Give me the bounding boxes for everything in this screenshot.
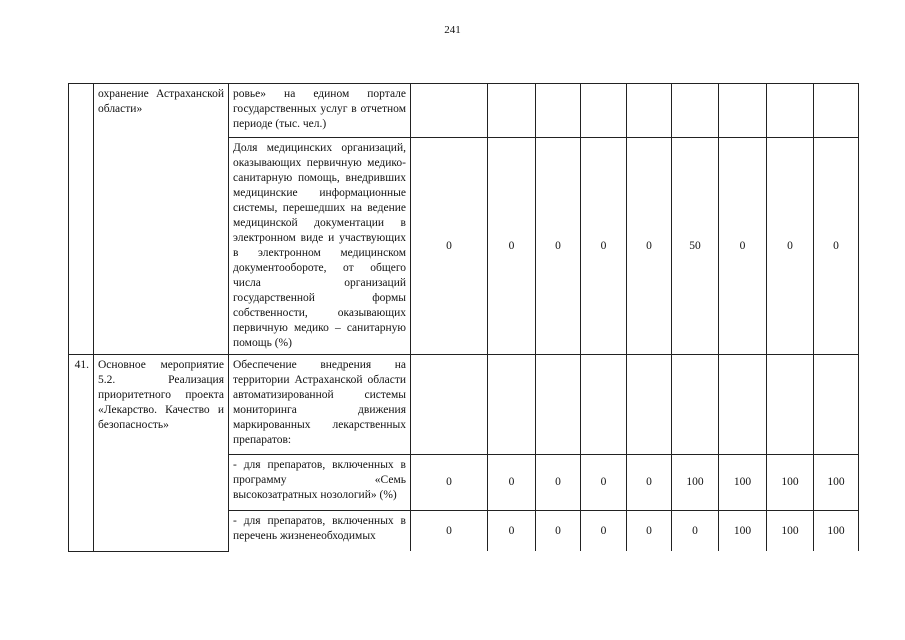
value-cell (411, 84, 488, 138)
value-cell (767, 84, 814, 138)
value-cell: 100 (767, 511, 814, 552)
indicator-cell: Обеспечение внедрения на территории Астраханской области автоматизированной системы мониторинга движения маркированных лекарственных препаратов: (229, 355, 411, 455)
value-cell: 100 (767, 455, 814, 511)
value-cell: 0 (536, 511, 581, 552)
value-cell (814, 84, 859, 138)
value-cell: 0 (581, 455, 627, 511)
event-cell: охранение Астраханской области» (94, 84, 229, 355)
indicator-cell: Доля медицинских организаций, оказывающих первичную медико-санитарную помощь, внедривших медицинские информационные системы, перешедших на ведение медицинской документации в электронном виде и участвующих в электронном медицинском документообороте, от общего числа организаций государственной формы собственности, оказывающих первичную медико – санитарную помощь (%) (229, 138, 411, 355)
value-cell (488, 355, 536, 455)
value-cell: 0 (627, 138, 672, 355)
value-cell (767, 355, 814, 455)
value-cell: 0 (581, 511, 627, 552)
indicator-table (68, 83, 859, 552)
value-cell: 0 (581, 138, 627, 355)
value-cell (581, 84, 627, 138)
value-cell: 100 (672, 455, 719, 511)
table-row (69, 84, 859, 138)
value-cell: 100 (719, 455, 767, 511)
value-cell (627, 355, 672, 455)
value-cell (672, 84, 719, 138)
value-cell: 100 (814, 455, 859, 511)
value-cell (672, 355, 719, 455)
value-cell: 0 (767, 138, 814, 355)
indicator-cell: - для препаратов, включенных в программу «Семь высокозатратных нозологий» (%) (229, 455, 411, 511)
value-cell: 0 (411, 138, 488, 355)
value-cell: 100 (814, 511, 859, 552)
event-cell: Основное мероприятие 5.2. Реализация приоритетного проекта «Лекарство. Качество и безопасность» (94, 355, 229, 552)
value-cell: 0 (627, 455, 672, 511)
value-cell: 0 (536, 455, 581, 511)
value-cell: 0 (488, 511, 536, 552)
value-cell (536, 84, 581, 138)
value-cell (719, 84, 767, 138)
value-cell: 0 (536, 138, 581, 355)
page-number: 241 (444, 24, 461, 36)
row-index-cell (69, 84, 94, 355)
value-cell: 0 (672, 511, 719, 552)
value-cell (488, 84, 536, 138)
value-cell (814, 355, 859, 455)
indicator-cell (229, 511, 411, 552)
value-cell: 0 (411, 455, 488, 511)
value-cell: 0 (488, 455, 536, 511)
value-cell: 100 (719, 511, 767, 552)
value-cell (411, 355, 488, 455)
value-cell: 0 (627, 511, 672, 552)
indicator-text: - для препаратов, включенных в перечень жизненеобходимых (233, 515, 406, 542)
value-cell (581, 355, 627, 455)
value-cell: 50 (672, 138, 719, 355)
value-cell: 0 (411, 511, 488, 552)
value-cell (536, 355, 581, 455)
indicator-cell: ровье» на едином портале государственных услуг в отчетном периоде (тыс. чел.) (229, 84, 411, 138)
value-cell: 0 (719, 138, 767, 355)
value-cell (627, 84, 672, 138)
value-cell: 0 (488, 138, 536, 355)
value-cell (719, 355, 767, 455)
table-row (69, 355, 859, 455)
value-cell: 0 (814, 138, 859, 355)
row-index-cell: 41. (69, 355, 94, 552)
